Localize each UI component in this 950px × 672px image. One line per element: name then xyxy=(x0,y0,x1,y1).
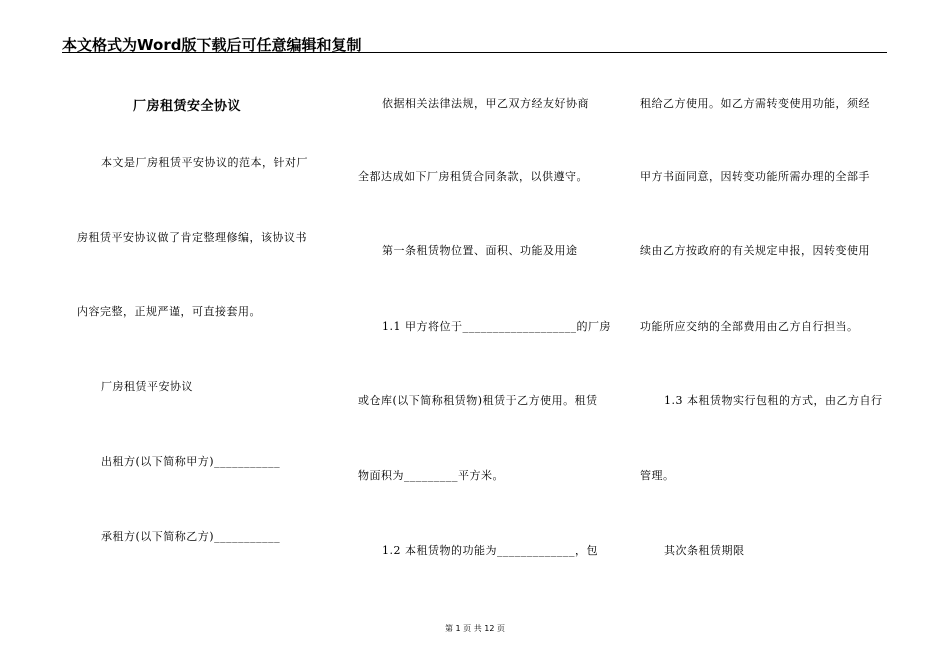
clause-heading: 第一条租赁物位置、面积、功能及用途 xyxy=(382,244,578,257)
page-number: 第 1 页 共 12 页 xyxy=(445,624,505,633)
section-heading: 厂房租赁平安协议 xyxy=(101,380,193,393)
header-divider xyxy=(62,52,887,53)
paragraph-line: 全都达成如下厂房租赁合同条款，以供遵守。 xyxy=(358,170,588,183)
paragraph-line: 1.2 本租赁物的功能为_____________，包 xyxy=(382,544,598,557)
paragraph-line: 功能所应交纳的全部费用由乙方自行担当。 xyxy=(640,320,859,333)
paragraph-line: 1.3 本租赁物实行包租的方式，由乙方自行 xyxy=(664,394,883,407)
paragraph-line: 内容完整，正规严谨，可直接套用。 xyxy=(77,305,261,318)
document-title: 厂房租赁安全协议 xyxy=(133,99,242,114)
paragraph-line: 依据相关法律法规，甲乙双方经友好协商 xyxy=(382,97,589,110)
paragraph-line: 甲方书面同意，因转变功能所需办理的全部手 xyxy=(640,170,870,183)
paragraph-line: 租给乙方使用。如乙方需转变使用功能，须经 xyxy=(640,97,870,110)
paragraph-line: 房租赁平安协议做了肯定整理修编，该协议书 xyxy=(77,231,307,244)
paragraph-line: 物面积为_________平方米。 xyxy=(358,469,504,482)
paragraph-line: 管理。 xyxy=(640,469,675,482)
paragraph-line: 1.1 甲方将位于___________________的厂房 xyxy=(382,320,611,333)
paragraph-line: 或仓库(以下简称租赁物)租赁于乙方使用。租赁 xyxy=(358,394,598,407)
document-header: 本文格式为Word版下载后可任意编辑和复制 xyxy=(62,36,362,54)
clause-heading: 其次条租赁期限 xyxy=(664,544,745,557)
lessee-line: 承租方(以下简称乙方)___________ xyxy=(101,530,281,543)
paragraph-line: 续由乙方按政府的有关规定申报，因转变使用 xyxy=(640,244,870,257)
paragraph-line: 本文是厂房租赁平安协议的范本，针对厂 xyxy=(101,156,308,169)
lessor-line: 出租方(以下简称甲方)___________ xyxy=(101,455,281,468)
